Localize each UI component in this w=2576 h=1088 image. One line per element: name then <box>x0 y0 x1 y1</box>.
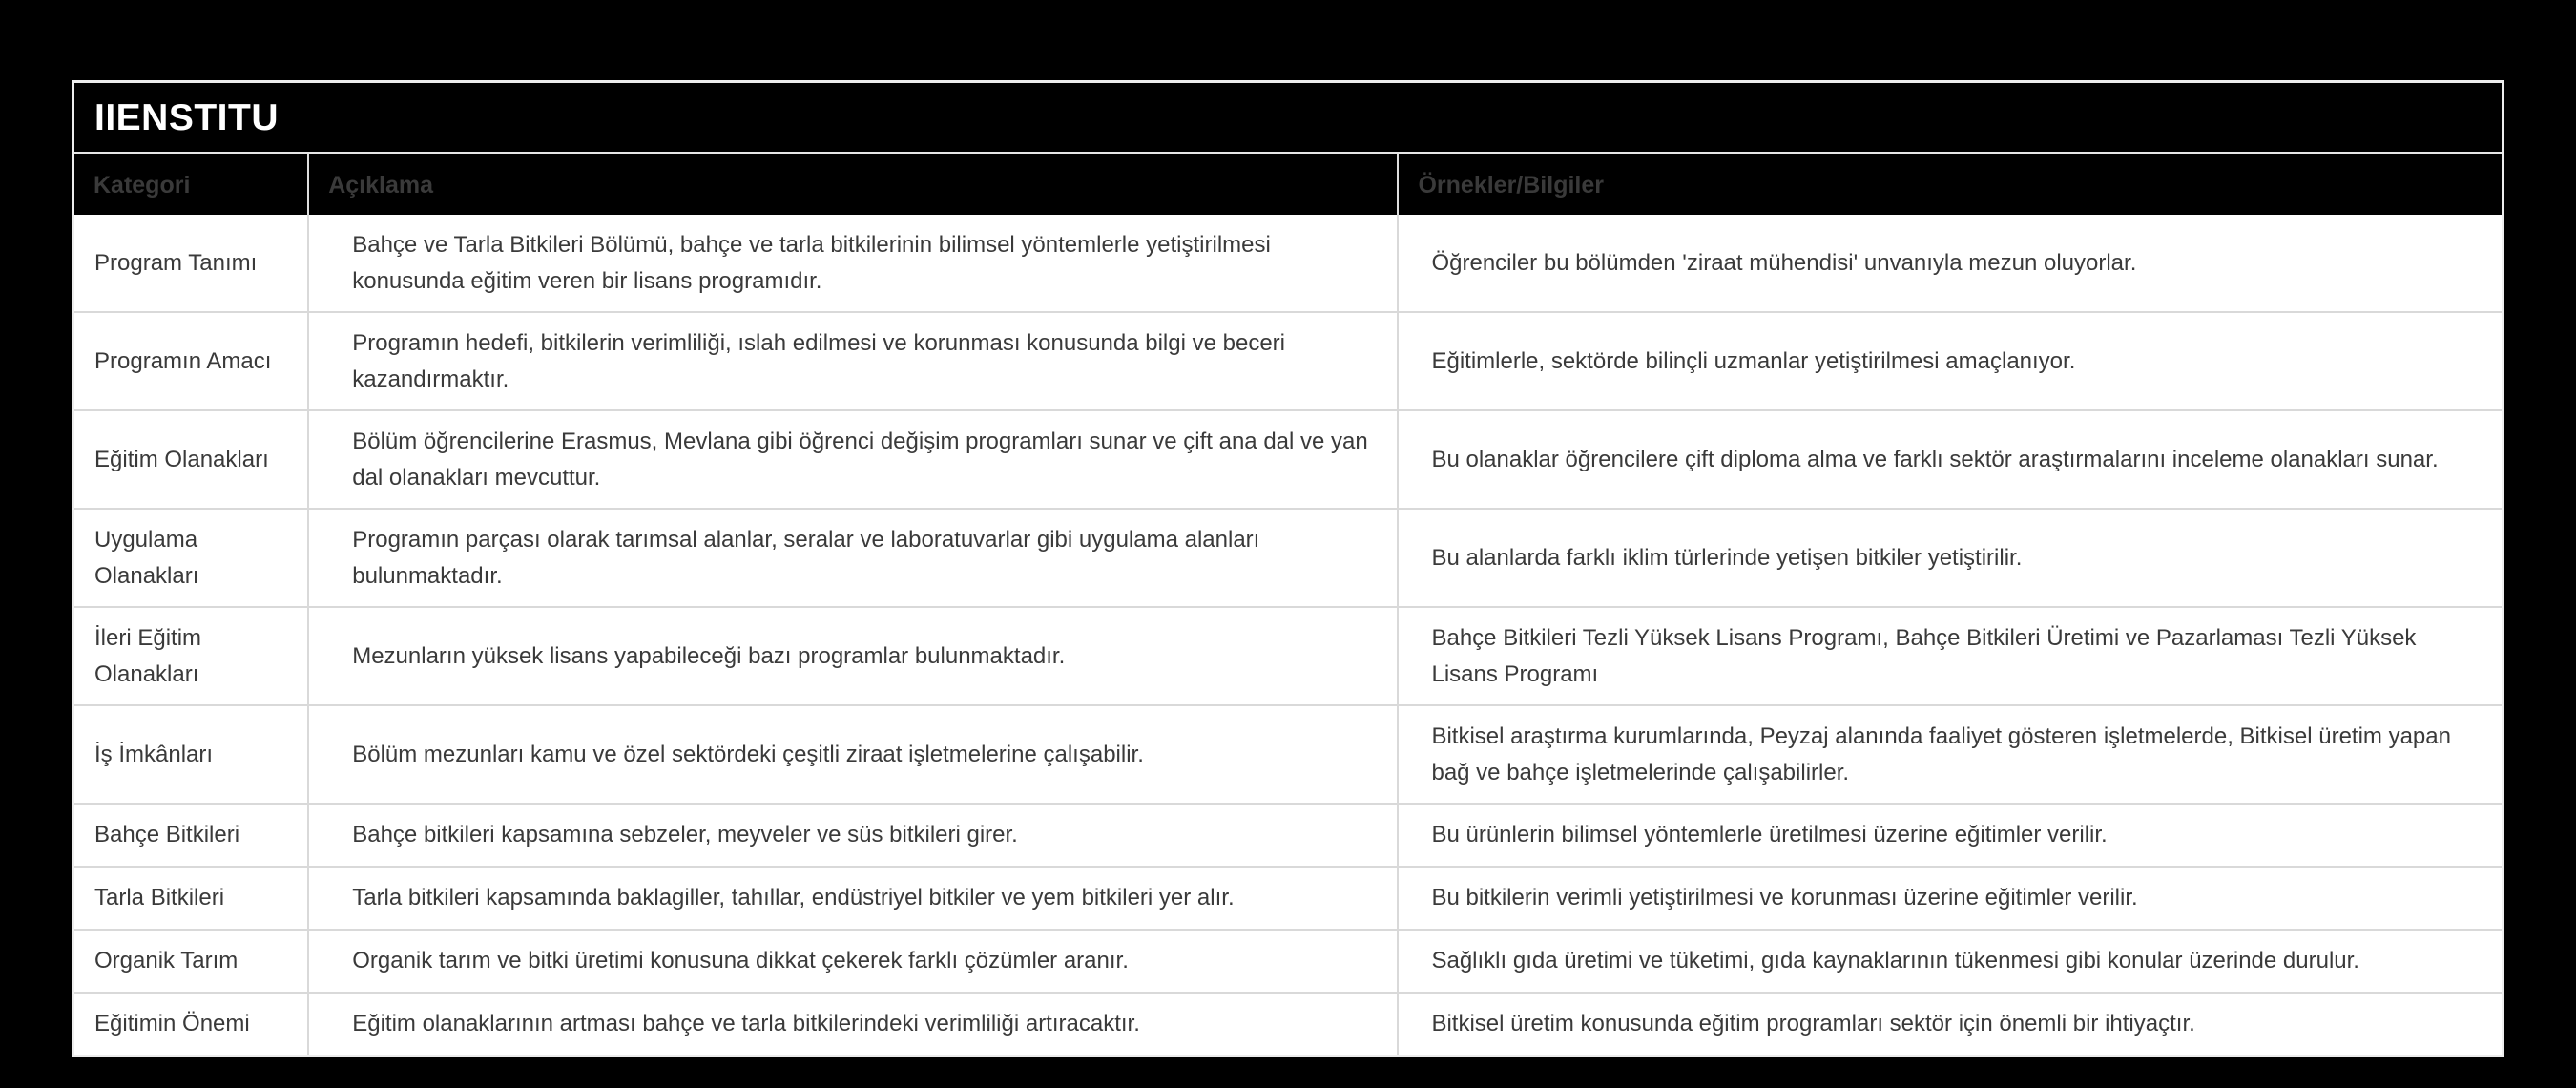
table-row <box>74 215 2502 311</box>
cell-aciklama: Programın parçası olarak tarımsal alanlar, seralar ve laboratuvarlar gibi uygulama alanları bulunmaktadır. <box>307 510 1397 606</box>
column-header-aciklama: Açıklama <box>307 154 1397 215</box>
cell-kategori: Program Tanımı <box>94 249 258 276</box>
cell-ornekler: Bu alanlarda farklı iklim türlerinde yetişen bitkiler yetiştirilir. <box>1397 510 2502 606</box>
cell-ornekler: Sağlıklı gıda üretimi ve tüketimi, gıda kaynaklarının tükenmesi gibi konular üzerinde durulur. <box>1397 931 2502 992</box>
table-row <box>74 803 2502 866</box>
cell-kategori: Tarla Bitkileri <box>94 885 225 910</box>
table-header-row <box>74 152 2502 215</box>
cell-ornekler: Bu ürünlerin bilimsel yöntemlerle üretilmesi üzerine eğitimler verilir. <box>1397 805 2502 866</box>
table-body <box>74 215 2502 1055</box>
cell-kategori: Eğitimin Önemi <box>94 1011 250 1036</box>
cell-ornekler: Bu bitkilerin verimli yetiştirilmesi ve korunması üzerine eğitimler verilir. <box>1397 868 2502 929</box>
cell-aciklama: Bölüm mezunları kamu ve özel sektördeki çeşitli ziraat işletmelerine çalışabilir. <box>307 706 1397 803</box>
cell-kategori: Eğitim Olanakları <box>94 446 269 472</box>
cell-aciklama: Bahçe ve Tarla Bitkileri Bölümü, bahçe ve tarla bitkilerinin bilimsel yöntemlerle yetiştirilmesi konusunda eğitim veren bir lisans programıdır. <box>307 215 1397 311</box>
cell-kategori: İş İmkânları <box>94 741 214 767</box>
cell-aciklama: Mezunların yüksek lisans yapabileceği bazı programlar bulunmaktadır. <box>307 608 1397 704</box>
cell-kategori: Bahçe Bitkileri <box>94 822 240 847</box>
cell-kategori: Organik Tarım <box>94 948 239 973</box>
cell-aciklama: Programın hedefi, bitkilerin verimliliği, ıslah edilmesi ve korunması konusunda bilgi ve beceri kazandırmaktır. <box>307 313 1397 409</box>
cell-ornekler: Bitkisel üretim konusunda eğitim programları sektör için önemli bir ihtiyaçtır. <box>1397 994 2502 1055</box>
program-info-table <box>72 80 2504 1057</box>
cell-aciklama: Bahçe bitkileri kapsamına sebzeler, meyveler ve süs bitkileri girer. <box>307 805 1397 866</box>
cell-ornekler: Öğrenciler bu bölümden 'ziraat mühendisi' unvanıyla mezun oluyorlar. <box>1397 215 2502 311</box>
table-row <box>74 704 2502 803</box>
column-header-kategori: Kategori <box>93 172 191 199</box>
cell-aciklama: Organik tarım ve bitki üretimi konusuna dikkat çekerek farklı çözümler aranır. <box>307 931 1397 992</box>
column-header-ornekler: Örnekler/Bilgiler <box>1397 154 2502 215</box>
table-row <box>74 606 2502 704</box>
cell-aciklama: Tarla bitkileri kapsamında baklagiller, tahıllar, endüstriyel bitkiler ve yem bitkileri yer alır. <box>307 868 1397 929</box>
table-row <box>74 508 2502 606</box>
table-row <box>74 866 2502 929</box>
cell-ornekler: Bu olanaklar öğrencilere çift diploma alma ve farklı sektör araştırmalarını inceleme olanakları sunar. <box>1397 411 2502 508</box>
page-title: IIENSTITU <box>94 97 280 138</box>
cell-aciklama: Bölüm öğrencilerine Erasmus, Mevlana gibi öğrenci değişim programları sunar ve çift ana dal ve yan dal olanakları mevcuttur. <box>307 411 1397 508</box>
table-row <box>74 992 2502 1055</box>
cell-kategori: İleri Eğitim Olanakları <box>94 624 202 687</box>
cell-ornekler: Bahçe Bitkileri Tezli Yüksek Lisans Programı, Bahçe Bitkileri Üretimi ve Pazarlaması Tezli Yüksek Lisans Programı <box>1397 608 2502 704</box>
table-row <box>74 409 2502 508</box>
table-row <box>74 311 2502 409</box>
cell-kategori: Programın Amacı <box>94 347 272 374</box>
cell-ornekler: Bitkisel araştırma kurumlarında, Peyzaj alanında faaliyet gösteren işletmelerde, Bitkisel üretim yapan bağ ve bahçe işletmelerinde çalışabilirler. <box>1397 706 2502 803</box>
cell-aciklama: Eğitim olanaklarının artması bahçe ve tarla bitkilerindeki verimliliği artıracaktır. <box>307 994 1397 1055</box>
table-row <box>74 929 2502 992</box>
cell-ornekler: Eğitimlerle, sektörde bilinçli uzmanlar yetiştirilmesi amaçlanıyor. <box>1397 313 2502 409</box>
table-title-bar <box>74 83 2502 152</box>
cell-kategori: Uygulama Olanakları <box>94 526 199 589</box>
